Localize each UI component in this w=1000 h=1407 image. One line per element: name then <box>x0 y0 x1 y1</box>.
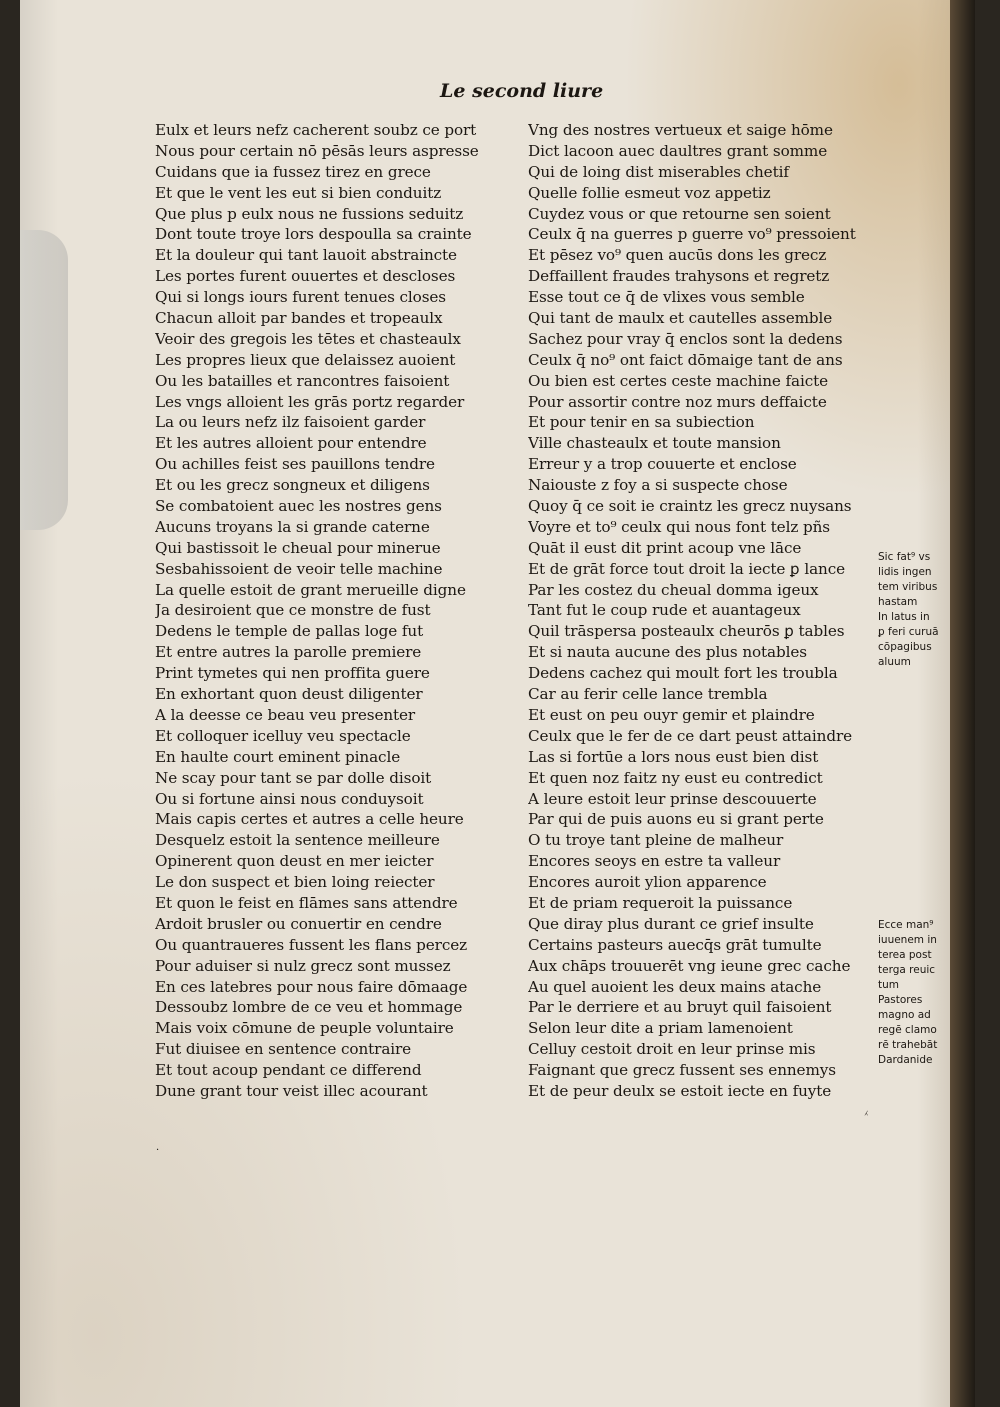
verse-line: Certains pasteurs auecq̄s grāt tumulte <box>528 935 822 954</box>
gloss-line: terea post <box>878 949 932 961</box>
verse-line: Et pour tenir en sa subiection <box>528 413 755 432</box>
verse-line: Et quon le feist en flāmes sans attendre <box>155 893 458 912</box>
verse-line: Ou achilles feist ses pauillons tendre <box>155 455 435 474</box>
verse-line: La ou leurs nefz ilz faisoient garder <box>155 413 426 432</box>
verse-line: Pour aduiser si nulz grecz sont mussez <box>155 956 451 975</box>
verse-line: Car au ferir celle lance trembla <box>528 685 768 704</box>
gloss-line: magno ad <box>878 1009 931 1021</box>
gloss-line: Pastores <box>878 994 923 1006</box>
verse-line: Sachez pour vray q̄ enclos sont la dedens <box>528 329 843 348</box>
verse-line: Naiouste z foy a si suspecte chose <box>528 476 788 495</box>
verse-line: Ardoit brusler ou conuertir en cendre <box>155 914 442 933</box>
gloss-line: Sic fat⁹ vs <box>878 551 931 563</box>
gloss-line: aluum <box>878 656 911 668</box>
verse-line: Et que le vent les eut si bien conduitz <box>155 183 442 202</box>
verse-line: Chacun alloit par bandes et tropeaulx <box>155 309 443 328</box>
gloss-line: tum <box>878 979 899 991</box>
verse-line: Par les costez du cheual domma igeux <box>528 580 819 599</box>
verse-line: Fut diuisee en sentence contraire <box>155 1040 412 1059</box>
verse-line: Dune grant tour veist illec acourant <box>155 1081 428 1100</box>
gloss-line: terga reuic <box>878 964 936 976</box>
binding-edge <box>950 0 975 1407</box>
verse-line: Encores seoys en estre ta valleur <box>528 852 781 871</box>
verse-line: Aux chāps trouuerēt vng ieune grec cache <box>528 956 851 975</box>
verse-line: Par qui de puis auons eu si grant perte <box>528 810 824 829</box>
ink-mark: · <box>156 1145 160 1156</box>
verse-line: Et eust on peu ouyr gemir et plaindre <box>528 705 815 724</box>
gloss-line: lidis ingen <box>878 566 932 578</box>
verse-line: Que plus p eulx nous ne fussions seduitz <box>155 204 464 223</box>
verse-line: Eulx et leurs nefz cacherent soubz ce port <box>155 121 477 139</box>
verse-line: Ou les batailles et rancontres faisoient <box>155 371 450 390</box>
verse-line: Les propres lieux que delaissez auoient <box>155 350 456 369</box>
verse-line: Dont toute troye lors despoulla sa crainte <box>155 225 472 244</box>
verse-line: Quelle follie esmeut voz appetiz <box>528 183 771 202</box>
verse-line: Selon leur dite a priam lamenoient <box>528 1019 793 1038</box>
verse-line: Dict lacoon auec daultres grant somme <box>528 141 828 160</box>
verse-line: Et de priam requeroit la puissance <box>528 893 793 912</box>
verse-line: Cuidans que ia fussez tirez en grece <box>155 162 431 181</box>
verse-line: Ou quantraueres fussent les flans percez <box>155 935 468 954</box>
left-column <box>155 120 510 1102</box>
verse-line: Quāt il eust dit print acoup vne lāce <box>528 538 802 557</box>
verse-line: Opinerent quon deust en mer ieicter <box>155 852 434 871</box>
gloss-line: hastam <box>878 596 918 608</box>
verse-line: Mais voix cōmune de peuple voluntaire <box>155 1019 454 1038</box>
verse-line: Et la douleur qui tant lauoit abstraincte <box>155 246 457 265</box>
verse-line: Deffaillent fraudes trahysons et regretz <box>528 267 830 286</box>
verse-line: Qui de loing dist miserables chetif <box>528 162 789 181</box>
gloss-line: iuuenem in <box>878 934 937 946</box>
right-column <box>528 120 873 1102</box>
verse-line: Ceulx q̄ no⁹ ont faict dōmaige tant de ans <box>528 350 843 369</box>
verse-line: Tant fut le coup rude et auantageux <box>528 601 801 620</box>
verse-line: Esse tout ce q̄ de vlixes vous semble <box>528 288 805 307</box>
verse-line: Dedens le temple de pallas loge fut <box>155 622 424 641</box>
gloss-line: tem viribus <box>878 581 938 593</box>
verse-line: Et quen noz faitz ny eust eu contredict <box>528 768 823 787</box>
verse-line: Ja desiroient que ce monstre de fust <box>155 601 431 620</box>
verse-line: Et de peur deulx se estoit iecte en fuyte <box>528 1081 832 1100</box>
verse-line: Et si nauta aucune des plus notables <box>528 643 807 662</box>
verse-line: Sesbahissoient de veoir telle machine <box>155 559 443 578</box>
gloss-line: regē clamo <box>878 1024 937 1036</box>
verse-line: Ceulx que le fer de ce dart peust attaindre <box>528 726 852 745</box>
verse-line: Print tymetes qui nen proffita guere <box>155 664 430 683</box>
verse-line: Au quel auoient les deux mains atache <box>528 977 822 996</box>
verse-line: Ville chasteaulx et toute mansion <box>528 434 781 453</box>
verse-line: Le don suspect et bien loing reiecter <box>155 873 435 892</box>
verse-line: Pour assortir contre noz murs deffaicte <box>528 392 827 411</box>
verse-line: Et pēsez vo⁹ quen aucūs dons les grecz <box>528 246 827 265</box>
verse-line: Ou bien est certes ceste machine faicte <box>528 371 829 390</box>
verse-line: Desquelz estoit la sentence meilleure <box>155 831 440 850</box>
verse-line: Que diray plus durant ce grief insulte <box>528 914 814 933</box>
page-clip <box>20 230 68 530</box>
verse-line: Les vngs alloient les grās portz regarder <box>155 392 465 411</box>
gloss-line: In latus in <box>878 611 930 623</box>
verse-line: Erreur y a trop couuerte et enclose <box>528 455 797 474</box>
verse-line: Encores auroit ylion apparence <box>528 873 767 892</box>
verse-line: Ou si fortune ainsi nous conduysoit <box>155 789 424 808</box>
gloss-line: cōpagibus <box>878 641 932 653</box>
verse-line: La quelle estoit de grant merueille digne <box>155 580 466 599</box>
verse-line: Et de grāt force tout droit la iecte ꝑ lance <box>528 559 846 578</box>
gloss-line: Dardanide <box>878 1054 933 1066</box>
verse-line: Et entre autres la parolle premiere <box>155 643 422 662</box>
verse-line: Cuydez vous or que retourne sen soient <box>528 204 831 223</box>
verse-line: Dedens cachez qui moult fort les troubla <box>528 664 838 683</box>
verse-line: Quoy q̄ ce soit ie craintz les grecz nuysans <box>528 497 852 516</box>
verse-line: Ne scay pour tant se par dolle disoit <box>155 768 432 787</box>
marginal-gloss <box>878 550 958 670</box>
verse-line: Nous pour certain nō pēsās leurs aspresse <box>155 141 479 160</box>
verse-line: Aucuns troyans la si grande caterne <box>155 517 430 536</box>
verse-line: Celluy cestoit droit en leur prinse mis <box>528 1040 816 1059</box>
verse-line: Mais capis certes et autres a celle heure <box>155 810 464 829</box>
gloss-line: rē trahebāt <box>878 1039 938 1051</box>
verse-line: Vng des nostres vertueux et saige hōme <box>528 121 833 139</box>
verse-line: Se combatoient auec les nostres gens <box>155 497 442 516</box>
verse-line: En ces latebres pour nous faire dōmaage <box>155 977 468 996</box>
verse-line: Voyre et to⁹ ceulx qui nous font telz pñs <box>528 517 830 536</box>
verse-line: Quil trāspersa posteaulx cheurōs ꝑ tables <box>528 622 845 641</box>
verse-line: Ceulx q̄ na guerres p guerre vo⁹ pressoient <box>528 225 856 244</box>
gloss-line: ꝑ feri curuā <box>878 626 939 638</box>
verse-line: Qui tant de maulx et cautelles assemble <box>528 309 833 328</box>
verse-line: En haulte court eminent pinacle <box>155 747 401 766</box>
verse-line: Veoir des gregois les tētes et chasteaulx <box>155 329 461 348</box>
verse-line: A leure estoit leur prinse descouuerte <box>528 789 817 808</box>
verse-line: Et les autres alloient pour entendre <box>155 434 427 453</box>
verse-line: En exhortant quon deust diligenter <box>155 685 423 704</box>
verse-line: Qui si longs iours furent tenues closes <box>155 288 446 307</box>
verse-line: Las si fortūe a lors nous eust bien dist <box>528 747 819 766</box>
verse-line: Et colloquer icelluy veu spectacle <box>155 726 411 745</box>
verse-line: Qui bastissoit le cheual pour minerue <box>155 538 441 557</box>
verse-line: Et tout acoup pendant ce differend <box>155 1061 422 1080</box>
verse-line: Faignant que grecz fussent ses ennemys <box>528 1061 836 1080</box>
verse-line: Par le derriere et au bruyt quil faisoient <box>528 998 832 1017</box>
marginal-gloss <box>878 918 958 1068</box>
gloss-line: Ecce man⁹ <box>878 919 934 931</box>
verse-line: Dessoubz lombre de ce veu et hommage <box>155 998 463 1017</box>
ink-mark: ⁁ <box>865 1105 868 1116</box>
verse-line: O tu troye tant pleine de malheur <box>528 831 784 850</box>
verse-line: Les portes furent ouuertes et descloses <box>155 267 456 286</box>
verse-line: A la deesse ce beau veu presenter <box>155 705 416 724</box>
running-head: Le second liure <box>440 80 604 102</box>
verse-line: Et ou les grecz songneux et diligens <box>155 476 430 495</box>
